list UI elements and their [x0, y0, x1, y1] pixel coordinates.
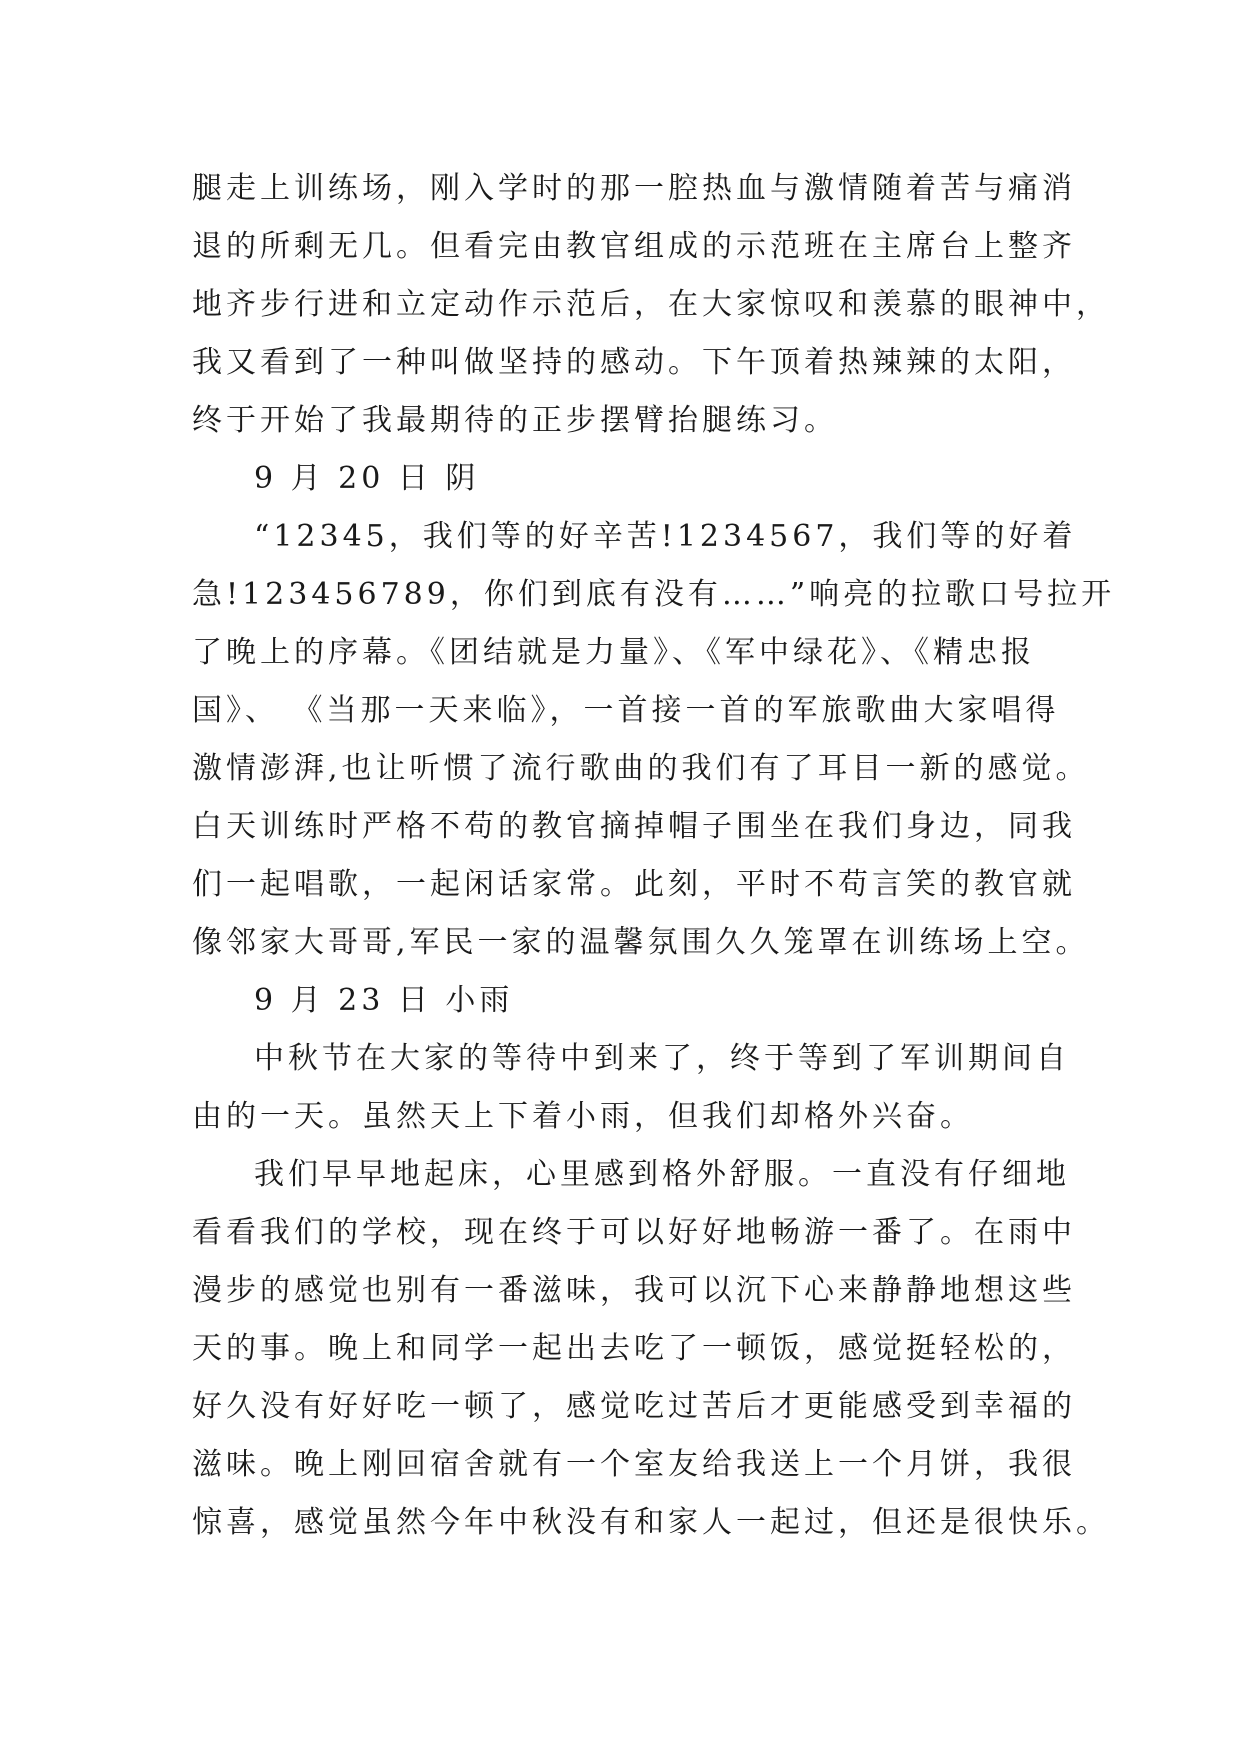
text-line: 腿走上训练场，刚入学时的那一腔热血与激情随着苦与痛消: [192, 171, 1076, 206]
date-heading-sep-20: 9 月 20 日 阴: [254, 461, 480, 496]
paragraph-start: 我们早早地起床，心里感到格外舒服。一直没有仔细地: [254, 1157, 1070, 1192]
text-line: 激情澎湃,也让听惯了流行歌曲的我们有了耳目一新的感觉。: [192, 751, 1090, 786]
text-line: 好久没有好好吃一顿了，感觉吃过苦后才更能感受到幸福的: [192, 1389, 1076, 1424]
paragraph-start: “12345，我们等的好辛苦!1234567，我们等的好着: [254, 519, 1077, 554]
text-line: 看看我们的学校，现在终于可以好好地畅游一番了。在雨中: [192, 1215, 1076, 1250]
text-line: 急!123456789，你们到底有没有……”响亮的拉歌口号拉开: [192, 577, 1116, 612]
paragraph-start: 中秋节在大家的等待中到来了，终于等到了军训期间自: [254, 1041, 1070, 1076]
date-heading-sep-23: 9 月 23 日 小雨: [254, 983, 514, 1018]
text-line: 们一起唱歌，一起闲话家常。此刻，平时不苟言笑的教官就: [192, 867, 1076, 902]
text-line: 我又看到了一种叫做坚持的感动。下午顶着热辣辣的太阳，: [192, 345, 1076, 380]
text-line: 了晚上的序幕。《团结就是力量》、《军中绿花》、《精忠报: [192, 635, 1035, 670]
text-line: 地齐步行进和立定动作示范后，在大家惊叹和羡慕的眼神中，: [192, 287, 1110, 322]
text-line: 漫步的感觉也别有一番滋味，我可以沉下心来静静地想这些: [192, 1273, 1076, 1308]
text-line: 像邻家大哥哥,军民一家的温馨氛围久久笼罩在训练场上空。: [192, 925, 1090, 960]
text-line: 白天训练时严格不苟的教官摘掉帽子围坐在我们身边，同我: [192, 809, 1076, 844]
text-line: 终于开始了我最期待的正步摆臂抬腿练习。: [192, 403, 838, 438]
text-line: 退的所剩无几。但看完由教官组成的示范班在主席台上整齐: [192, 229, 1076, 264]
text-line: 天的事。晚上和同学一起出去吃了一顿饭，感觉挺轻松的，: [192, 1331, 1076, 1366]
text-line: 国》、 《当那一天来临》，一首接一首的军旅歌曲大家唱得: [192, 693, 1060, 728]
text-line: 滋味。晚上刚回宿舍就有一个室友给我送上一个月饼，我很: [192, 1447, 1076, 1482]
text-line: 惊喜，感觉虽然今年中秋没有和家人一起过，但还是很快乐。: [192, 1505, 1110, 1540]
body-text: [192, 160, 1116, 1552]
text-line: 由的一天。虽然天上下着小雨，但我们却格外兴奋。: [192, 1099, 974, 1134]
